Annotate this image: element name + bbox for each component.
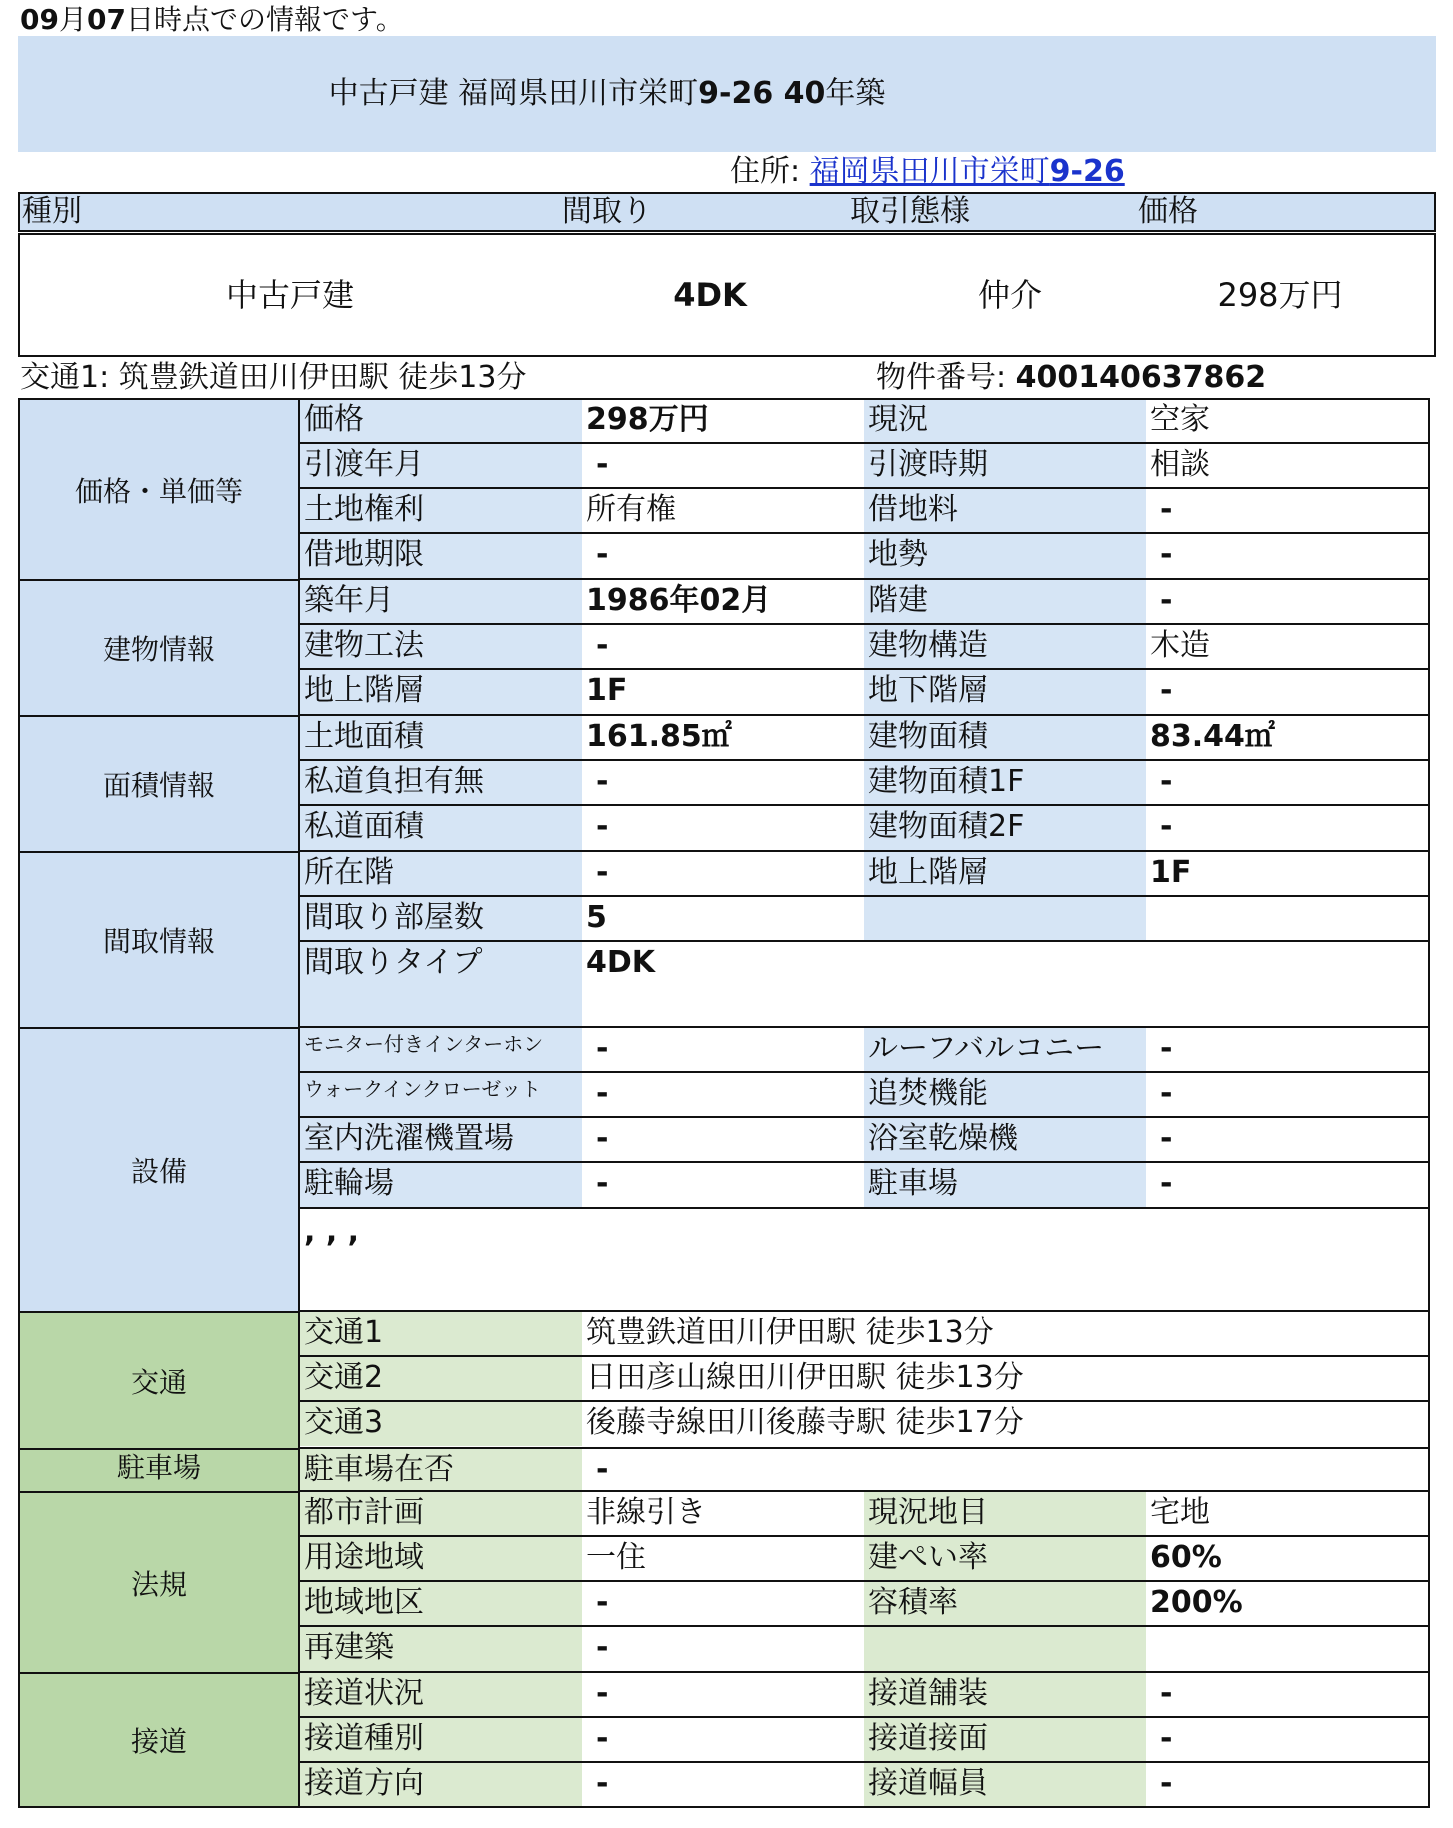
field-value: - xyxy=(1160,1166,1173,1201)
field-label: 建物工法 xyxy=(300,624,582,669)
field-label: 土地面積 xyxy=(300,715,582,760)
field-value: - xyxy=(596,1121,609,1156)
row-divider xyxy=(300,1716,1430,1718)
field-value: 4DK xyxy=(586,945,656,980)
row-divider xyxy=(300,398,1430,400)
field-value: 161.85㎡ xyxy=(586,719,732,754)
row-divider xyxy=(300,1207,1430,1209)
field-value: 83.44㎡ xyxy=(1150,719,1275,754)
summary-header-price: 価格 xyxy=(1138,194,1198,229)
field-label: 交通2 xyxy=(300,1356,582,1401)
field-value: - xyxy=(596,1452,609,1487)
field-value-empty xyxy=(1146,896,1428,941)
row-divider xyxy=(300,442,1430,444)
summary-price: 298万円 xyxy=(1217,276,1343,314)
field-value: 1F xyxy=(586,673,628,708)
field-value: - xyxy=(1160,537,1173,572)
row-divider xyxy=(300,940,1430,942)
row-divider xyxy=(300,1071,1430,1073)
row-divider xyxy=(300,578,1430,580)
field-label: 接道種別 xyxy=(300,1717,582,1762)
title-band xyxy=(18,36,1436,152)
row-divider xyxy=(300,1625,1430,1627)
table-right-border xyxy=(1428,398,1430,1808)
summary-type: 中古戸建 xyxy=(225,276,354,314)
summary-header-layout: 間取り xyxy=(562,194,652,229)
field-value: - xyxy=(1160,1721,1173,1756)
summary-body xyxy=(18,233,1436,357)
summary-header-deal: 取引態様 xyxy=(850,194,970,229)
field-label: 接道状況 xyxy=(300,1672,582,1717)
field-value: - xyxy=(1160,809,1173,844)
field-value: 200% xyxy=(1150,1585,1243,1620)
row-divider xyxy=(300,532,1430,534)
field-label: 地勢 xyxy=(864,533,1146,578)
field-value: - xyxy=(596,447,609,482)
field-label: 交通3 xyxy=(300,1401,582,1446)
field-value: - xyxy=(596,1031,609,1066)
row-divider xyxy=(300,759,1430,761)
field-value: 空家 xyxy=(1150,402,1210,437)
row-divider xyxy=(300,895,1430,897)
field-value: - xyxy=(1160,492,1173,527)
field-label: 引渡年月 xyxy=(300,443,582,488)
field-label: 建物面積 xyxy=(864,715,1146,760)
address-label: 住所: xyxy=(730,154,801,189)
field-label: 階建 xyxy=(864,579,1146,624)
field-value: - xyxy=(596,1721,609,1756)
row-divider xyxy=(300,714,1430,716)
summary-layout: 4DK xyxy=(673,276,747,314)
summary-header xyxy=(18,192,1436,232)
row-divider xyxy=(300,1535,1430,1537)
field-value-empty xyxy=(1146,1626,1428,1671)
field-label: 私道面積 xyxy=(300,805,582,850)
section-parking-title: 駐車場 xyxy=(18,1448,300,1491)
field-value: - xyxy=(596,1166,609,1201)
section-traffic-title: 交通 xyxy=(18,1311,300,1448)
field-value: 非線引き xyxy=(586,1495,706,1530)
section-area-title: 面積情報 xyxy=(18,715,300,851)
field-label: ルーフバルコニー xyxy=(864,1027,1146,1072)
field-label: 現況 xyxy=(864,398,1146,443)
row-divider xyxy=(300,1580,1430,1582)
field-label: 現況地目 xyxy=(864,1491,1146,1536)
field-value: - xyxy=(596,764,609,799)
row-divider xyxy=(300,1026,1430,1028)
field-value: 298万円 xyxy=(586,402,709,437)
row-divider xyxy=(300,1116,1430,1118)
row-divider xyxy=(300,668,1430,670)
field-label: 容積率 xyxy=(864,1581,1146,1626)
field-value: 後藤寺線田川後藤寺駅 徒歩17分 xyxy=(586,1405,1024,1440)
field-label: 地下階層 xyxy=(864,669,1146,714)
field-value: - xyxy=(596,1076,609,1111)
row-divider xyxy=(18,1806,1430,1808)
field-value: 所有権 xyxy=(586,492,676,527)
row-divider xyxy=(300,804,1430,806)
field-value: - xyxy=(1160,1121,1173,1156)
field-label: 建ぺい率 xyxy=(864,1536,1146,1581)
field-label: 都市計画 xyxy=(300,1491,582,1536)
field-label: 借地料 xyxy=(864,488,1146,533)
field-label-empty xyxy=(864,896,1146,941)
field-value: 相談 xyxy=(1150,447,1210,482)
field-value: - xyxy=(596,809,609,844)
field-label-empty xyxy=(864,1626,1146,1671)
field-value: - xyxy=(1160,1031,1173,1066)
field-label: 所在階 xyxy=(300,851,582,896)
section-layout-title: 間取情報 xyxy=(18,851,300,1027)
row-divider xyxy=(300,623,1430,625)
field-label: 接道幅員 xyxy=(864,1762,1146,1807)
field-label: 建物構造 xyxy=(864,624,1146,669)
section-building-title: 建物情報 xyxy=(18,579,300,715)
row-divider xyxy=(300,1161,1430,1163)
property-number: 物件番号: 400140637862 xyxy=(876,360,1267,395)
field-label: ウォークインクローゼット xyxy=(300,1072,582,1117)
row-divider xyxy=(300,1761,1430,1763)
field-value: 宅地 xyxy=(1150,1495,1210,1530)
field-value: - xyxy=(1160,1766,1173,1801)
info-date: 09月07日時点での情報です。 xyxy=(20,3,404,36)
field-label: 間取りタイプ xyxy=(300,941,582,1027)
field-label: 駐車場在否 xyxy=(300,1448,582,1491)
detail-table xyxy=(18,398,1438,1820)
field-label: 土地権利 xyxy=(300,488,582,533)
field-label: 建物面積2F xyxy=(864,805,1146,850)
field-value: 5 xyxy=(586,900,607,935)
section-equipment-title: 設備 xyxy=(18,1027,300,1311)
section-law-title: 法規 xyxy=(18,1491,300,1672)
field-label: モニター付きインターホン xyxy=(300,1027,582,1072)
row-divider xyxy=(300,1490,1430,1492)
field-label: 駐車場 xyxy=(864,1162,1146,1207)
equipment-remarks: , , , xyxy=(304,1214,360,1249)
field-value: - xyxy=(1160,673,1173,708)
address-link[interactable]: 福岡県田川市栄町9-26 xyxy=(809,154,1125,189)
row-divider xyxy=(300,487,1430,489)
field-value: - xyxy=(596,1676,609,1711)
section-road-title: 接道 xyxy=(18,1672,300,1808)
field-value: - xyxy=(596,1630,609,1665)
field-label: 価格 xyxy=(300,398,582,443)
field-label: 引渡時期 xyxy=(864,443,1146,488)
row-divider xyxy=(300,1355,1430,1357)
field-value: 1F xyxy=(1150,855,1192,890)
field-value: - xyxy=(596,1585,609,1620)
field-label: 再建築 xyxy=(300,1626,582,1671)
field-value: - xyxy=(596,855,609,890)
field-value: 木造 xyxy=(1150,628,1210,663)
row-divider xyxy=(300,1310,1430,1312)
field-value: - xyxy=(596,628,609,663)
field-label: 追焚機能 xyxy=(864,1072,1146,1117)
row-divider xyxy=(300,1671,1430,1673)
field-label: 駐輪場 xyxy=(300,1162,582,1207)
field-value: - xyxy=(1160,764,1173,799)
field-label: 接道接面 xyxy=(864,1717,1146,1762)
field-label: 接道舗装 xyxy=(864,1672,1146,1717)
page-title: 中古戸建 福岡県田川市栄町9-26 40年築 xyxy=(328,76,886,111)
row-divider xyxy=(300,1400,1430,1402)
traffic-summary: 交通1: 筑豊鉄道田川伊田駅 徒歩13分 xyxy=(20,360,527,395)
field-value: - xyxy=(596,537,609,572)
field-value: 1986年02月 xyxy=(586,583,772,618)
field-label: 室内洗濯機置場 xyxy=(300,1117,582,1162)
address-line xyxy=(730,152,1125,192)
field-value: - xyxy=(596,1766,609,1801)
field-label: 間取り部屋数 xyxy=(300,896,582,941)
field-label: 交通1 xyxy=(300,1311,582,1356)
field-label: 私道負担有無 xyxy=(300,760,582,805)
field-label: 地上階層 xyxy=(300,669,582,714)
field-value: - xyxy=(1160,583,1173,618)
field-label: 築年月 xyxy=(300,579,582,624)
field-label: 建物面積1F xyxy=(864,760,1146,805)
summary-header-type: 種別 xyxy=(22,194,82,229)
field-value: - xyxy=(1160,1676,1173,1711)
field-value: 一住 xyxy=(586,1540,646,1575)
field-label: 用途地域 xyxy=(300,1536,582,1581)
field-value: 筑豊鉄道田川伊田駅 徒歩13分 xyxy=(586,1315,994,1350)
field-value: 日田彦山線田川伊田駅 徒歩13分 xyxy=(586,1360,1024,1395)
section-price-title: 価格・単価等 xyxy=(18,398,300,579)
row-divider xyxy=(300,1447,1430,1449)
field-label: 接道方向 xyxy=(300,1762,582,1807)
field-label: 地上階層 xyxy=(864,851,1146,896)
field-value: 60% xyxy=(1150,1540,1222,1575)
field-label: 地域地区 xyxy=(300,1581,582,1626)
summary-deal: 仲介 xyxy=(977,276,1042,314)
field-label: 浴室乾燥機 xyxy=(864,1117,1146,1162)
row-divider xyxy=(300,850,1430,852)
field-value: - xyxy=(1160,1076,1173,1111)
field-label: 借地期限 xyxy=(300,533,582,578)
